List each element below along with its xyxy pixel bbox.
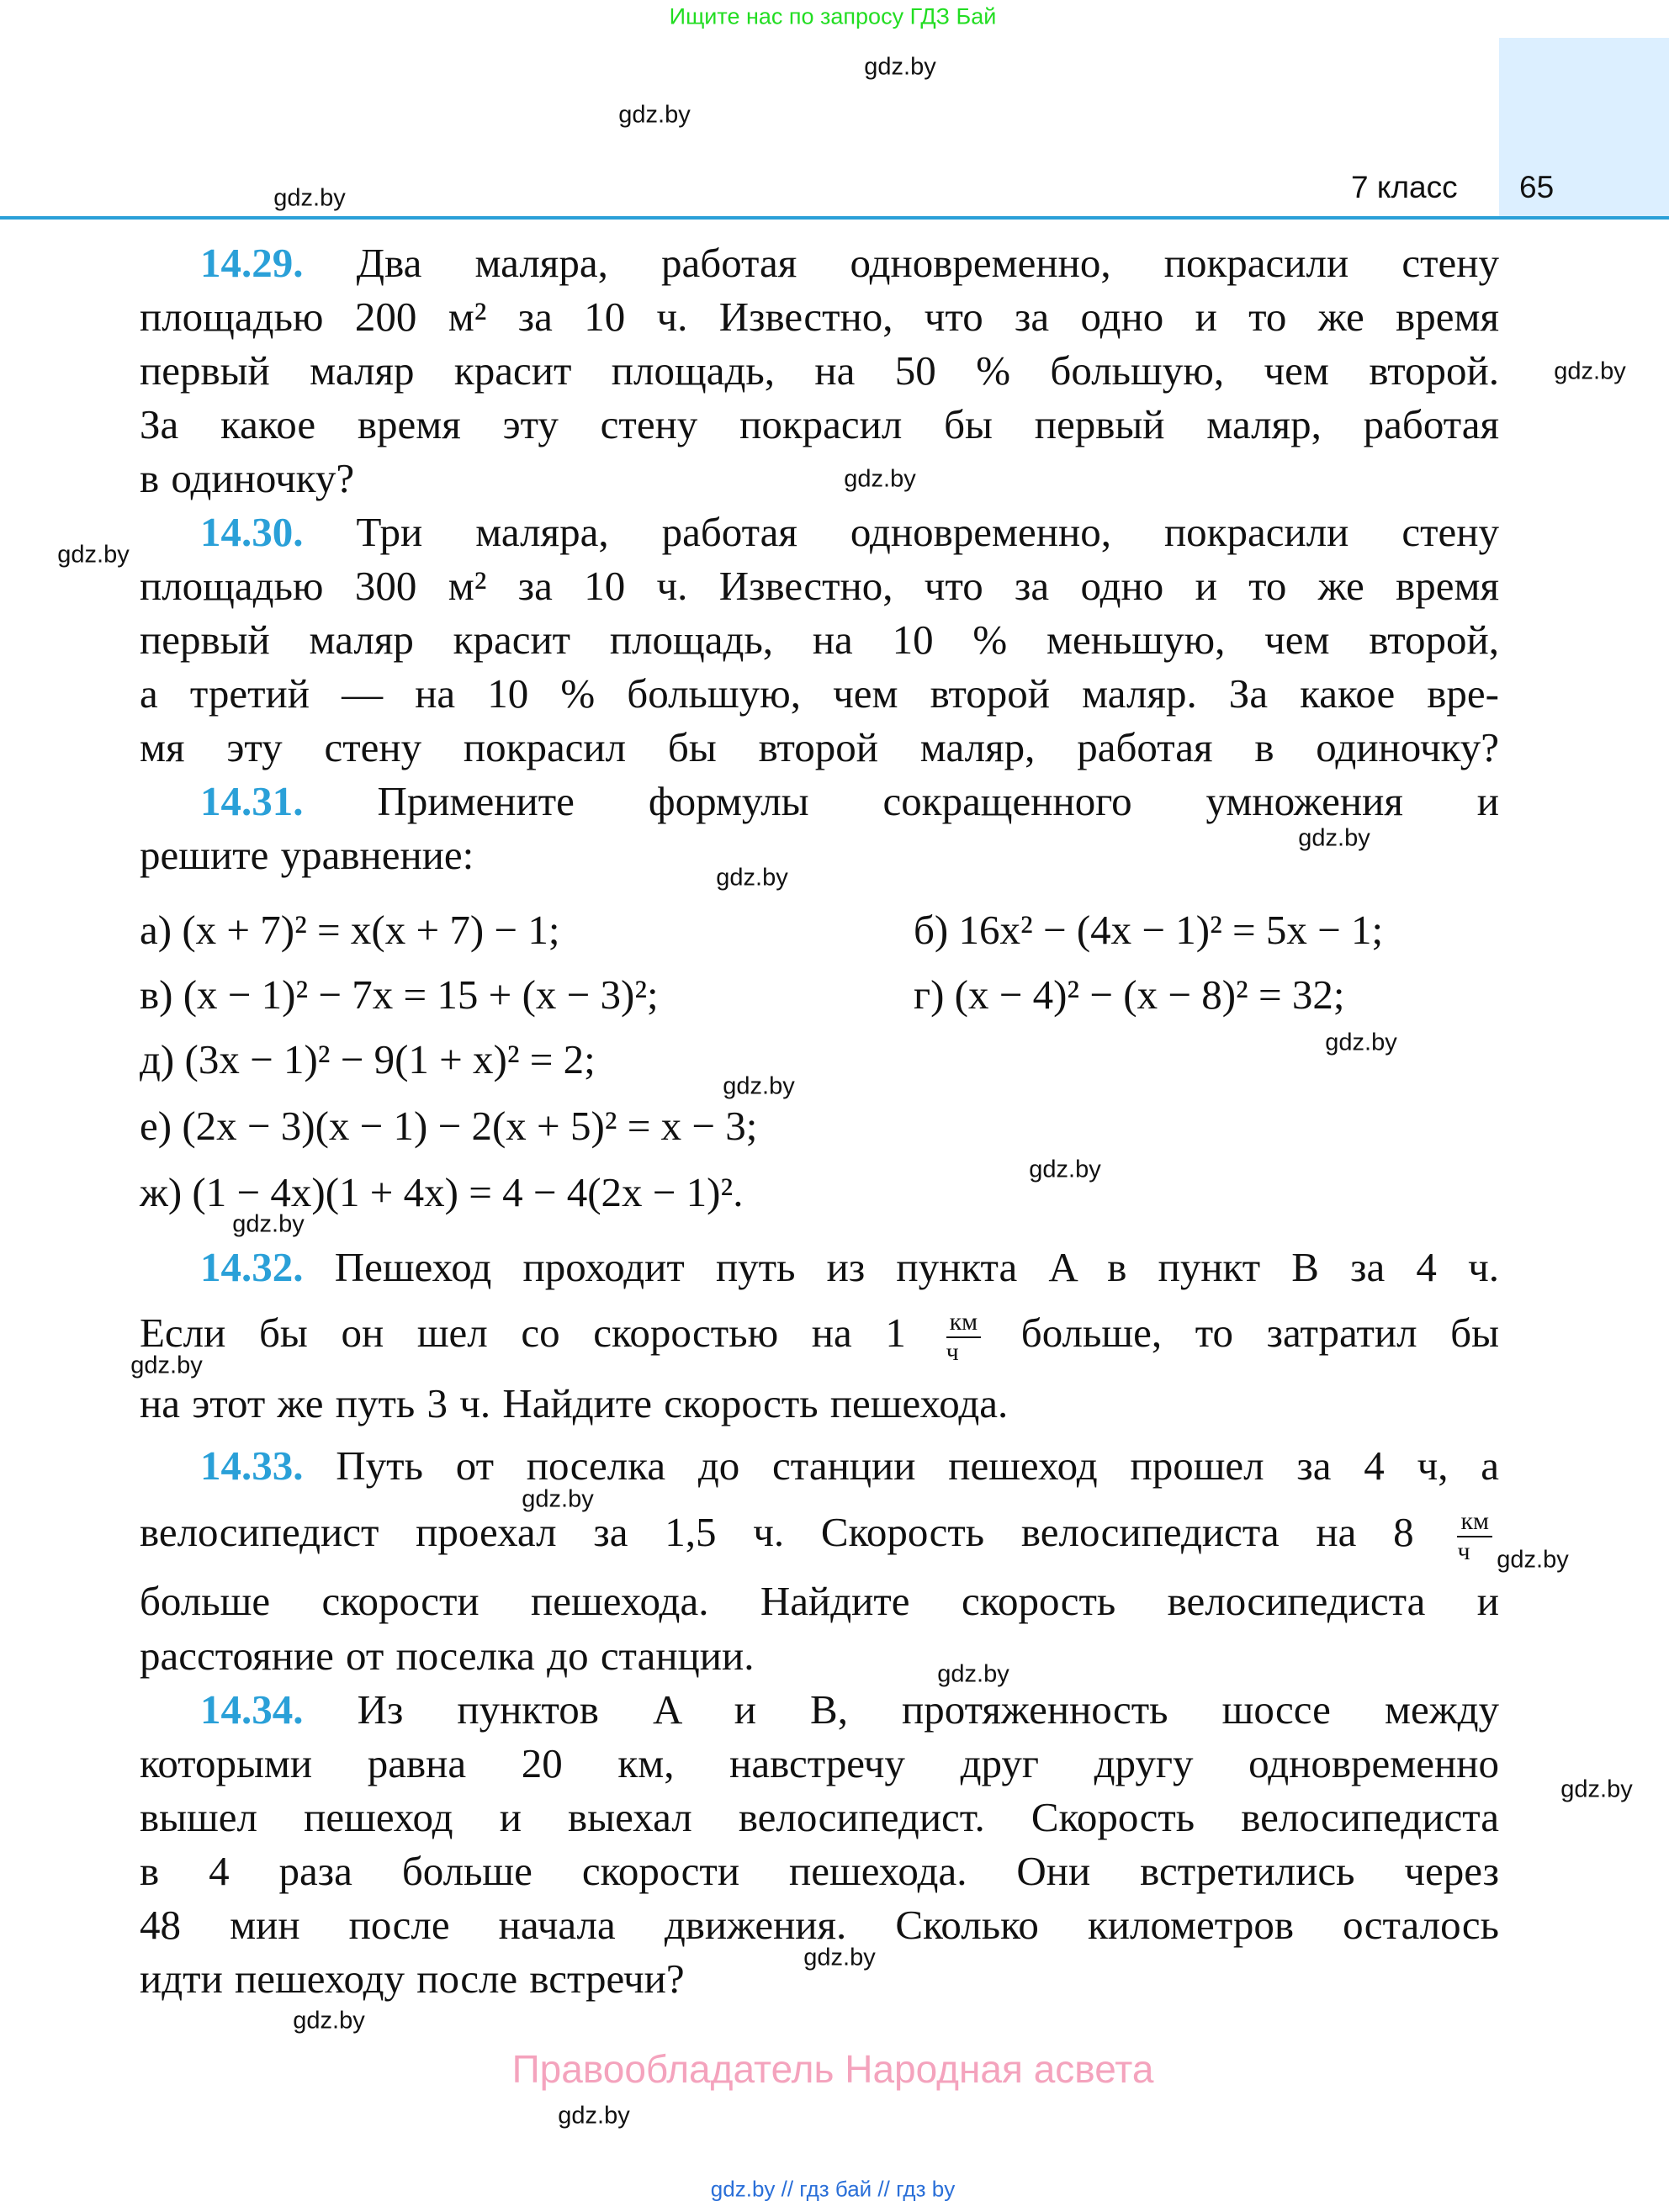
watermark: gdz.by	[57, 541, 130, 569]
problem-line: Если бы он шел со скоростью на 1 $\frac{км}{ч}$ больше, то затратил бы	[140, 1307, 1500, 1366]
top-banner: Ищите нас по запросу ГДЗ Бай	[669, 3, 997, 29]
watermark: gdz.by	[716, 864, 788, 892]
watermark: gdz.by	[864, 53, 936, 81]
watermark: gdz.by	[618, 101, 691, 129]
problem-line: решите уравнение:	[140, 832, 474, 878]
problem-line: а третий — на 10 % большую, чем второй маляр. За какое вре-	[140, 670, 1499, 717]
watermark: gdz.by	[232, 1210, 305, 1238]
footer-links[interactable]: gdz.by // гдз бай // гдз by	[710, 2176, 956, 2202]
problem-number: 14.29.	[200, 240, 304, 286]
problem-line: первый маляр красит площадь, на 50 % большую, чем второй.	[140, 347, 1499, 394]
problem-line: мя эту стену покрасил бы второй маляр, работая в одиночку?	[140, 724, 1499, 770]
watermark: gdz.by	[1029, 1156, 1101, 1183]
watermark: gdz.by	[1554, 357, 1626, 385]
header-rule	[0, 216, 1669, 220]
equation-zh: ж) (1 − 4x)(1 + 4x) = 4 − 4(2x − 1)².	[140, 1169, 744, 1215]
page-number: 65	[1519, 170, 1555, 204]
watermark: gdz.by	[803, 1944, 876, 1971]
problem-line: вышел пешеход и выехал велосипедист. Скорость велосипедиста	[140, 1794, 1499, 1840]
problem-number: 14.31.	[200, 778, 304, 824]
watermark: gdz.by	[293, 2007, 365, 2035]
equation-g: г) (x − 4)² − (x − 8)² = 32;	[914, 971, 1345, 1018]
unit-fraction: $\frac{км}{ч}$	[1457, 1507, 1492, 1566]
watermark: gdz.by	[522, 1485, 594, 1513]
equation-d: д) (3x − 1)² − 9(1 + x)² = 2;	[140, 1036, 596, 1082]
problem-number: 14.32.	[200, 1244, 304, 1290]
watermark: gdz.by	[273, 184, 346, 212]
problem-line: 14.30. Три маляра, работая одновременно, покрасили стену	[200, 509, 1499, 555]
problem-line: в одиночку?	[140, 455, 355, 501]
watermark: gdz.by	[1497, 1546, 1569, 1574]
problem-line: на этот же путь 3 ч. Найдите скорость пешехода.	[140, 1380, 1009, 1426]
problem-number: 14.34.	[200, 1686, 304, 1733]
problem-line: 14.29. Два маляра, работая одновременно, покрасили стену	[200, 240, 1499, 286]
problem-line: площадью 300 м² за 10 ч. Известно, что за одно и то же время	[140, 563, 1499, 609]
problem-line: 14.31. Примените формулы сокращенного умножения и	[200, 778, 1500, 824]
problem-line: велосипедист проехал за 1,5 ч. Скорость велосипедиста на 8 $\frac{км}{ч}$	[140, 1506, 1499, 1564]
watermark: gdz.by	[937, 1660, 1009, 1688]
equation-a: а) (x + 7)² = x(x + 7) − 1;	[140, 907, 560, 953]
copyright-notice: Правообладатель Народная асвета	[511, 2047, 1154, 2091]
problem-line: расстояние от поселка до станции.	[140, 1633, 755, 1679]
equation-b: б) 16x² − (4x − 1)² = 5x − 1;	[914, 907, 1384, 953]
problem-number: 14.30.	[200, 509, 304, 555]
unit-fraction: $\frac{км}{ч}$	[946, 1308, 982, 1367]
problem-line: идти пешеходу после встречи?	[140, 1955, 685, 2002]
watermark: gdz.by	[844, 465, 916, 493]
problem-line: площадью 200 м² за 10 ч. Известно, что за одно и то же время	[140, 294, 1499, 340]
problem-line: 48 мин после начала движения. Сколько километров осталось	[140, 1902, 1499, 1948]
problem-line: больше скорости пешехода. Найдите скорость велосипедиста и	[140, 1578, 1499, 1624]
watermark: gdz.by	[130, 1352, 203, 1379]
problem-line: За какое время эту стену покрасил бы первый маляр, работая	[140, 401, 1499, 447]
watermark: gdz.by	[723, 1072, 795, 1100]
grade-label: 7 класс	[1351, 170, 1458, 204]
problem-line: 14.32. Пешеход проходит путь из пункта A в пункт B за 4 ч.	[200, 1244, 1500, 1290]
watermark: gdz.by	[1560, 1775, 1633, 1803]
problem-line: 14.34. Из пунктов A и B, протяженность шоссе между	[200, 1686, 1499, 1733]
watermark: gdz.by	[1325, 1029, 1397, 1056]
problem-line: в 4 раза больше скорости пешехода. Они встретились через	[140, 1848, 1499, 1894]
equation-e: е) (2x − 3)(x − 1) − 2(x + 5)² = x − 3;	[140, 1103, 758, 1149]
watermark: gdz.by	[558, 2102, 630, 2130]
watermark: gdz.by	[1298, 824, 1370, 852]
problem-number: 14.33.	[200, 1442, 304, 1489]
problem-line: первый маляр красит площадь, на 10 % меньшую, чем второй,	[140, 617, 1499, 663]
problem-line: которыми равна 20 км, навстречу друг другу одновременно	[140, 1740, 1499, 1786]
equation-v: в) (x − 1)² − 7x = 15 + (x − 3)²;	[140, 971, 659, 1018]
problem-line: 14.33. Путь от поселка до станции пешеход прошел за 4 ч, а	[200, 1442, 1499, 1489]
